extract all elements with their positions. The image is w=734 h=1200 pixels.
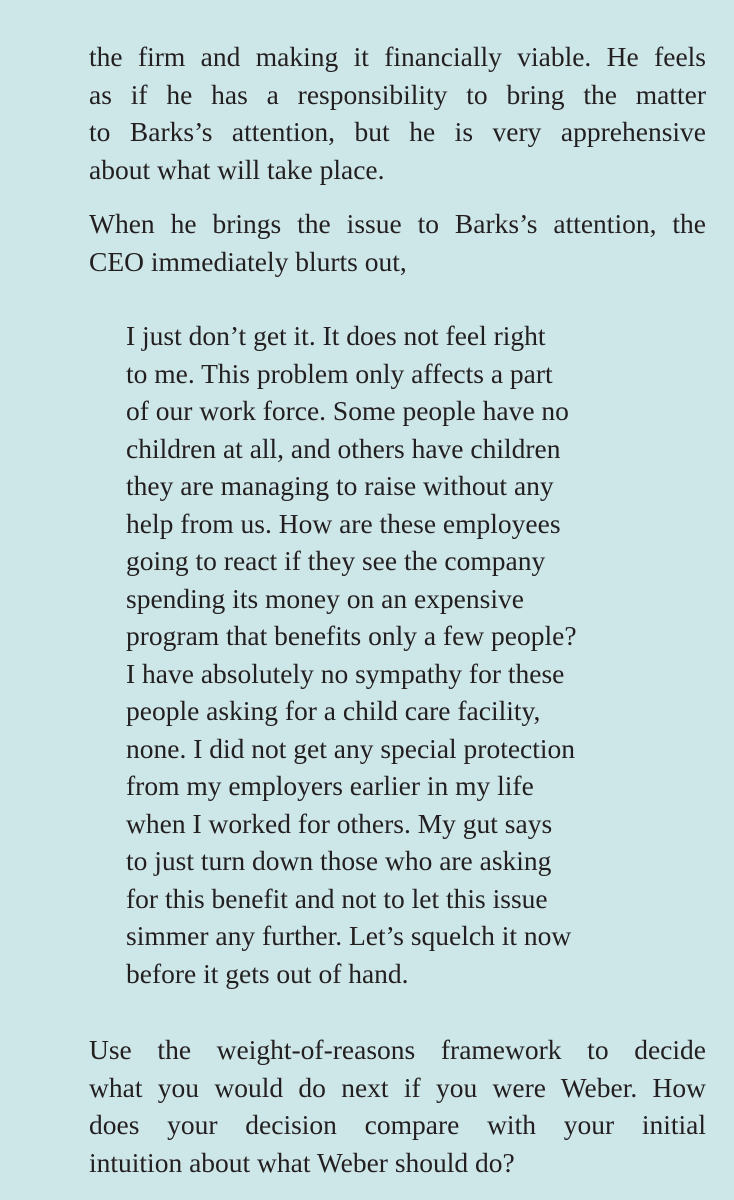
- text-line: Use the weight-of-reasons framework to decide: [89, 1034, 706, 1065]
- quote-line: I have absolutely no sympathy for these: [126, 657, 565, 689]
- paragraph-question: [89, 1031, 706, 1181]
- quote-line: to just turn down those who are asking: [126, 845, 552, 876]
- text-line: When he brings the issue to Barks’s attention, the: [89, 208, 706, 239]
- text-line: does your decision compare with your initial: [89, 1109, 706, 1140]
- quote-line: spending its money on an expensive: [126, 582, 524, 614]
- quote-line: going to react if they see the company: [126, 545, 546, 576]
- text-line: as if he has a responsibility to bring the matter: [89, 78, 706, 110]
- quote-line: when I worked for others. My gut says: [126, 807, 553, 839]
- paragraph-intro: [89, 38, 706, 188]
- text-line: the firm and making it financially viable. He feels: [89, 41, 706, 72]
- quote-line: people asking for a child care facility,: [126, 695, 541, 726]
- quote-line: to me. This problem only affects a part: [126, 357, 553, 389]
- text-line: CEO immediately blurts out,: [89, 245, 407, 277]
- text-line: to Barks’s attention, but he is very apprehensive: [89, 116, 706, 147]
- quote-line: help from us. How are these employees: [126, 507, 561, 539]
- quote-line: from my employers earlier in my life: [126, 770, 534, 801]
- quote-line: before it gets out of hand.: [126, 957, 409, 989]
- text-line: about what will take place.: [89, 153, 385, 185]
- text-line: intuition about what Weber should do?: [89, 1146, 515, 1178]
- text-line: what you would do next if you were Weber. How: [89, 1071, 706, 1103]
- quote-line: simmer any further. Let’s squelch it now: [126, 920, 572, 951]
- block-quote: [126, 317, 666, 992]
- quote-line: none. I did not get any special protection: [126, 732, 576, 764]
- quote-line: they are managing to raise without any: [126, 470, 554, 501]
- quote-line: I just don’t get it. It does not feel right: [126, 320, 546, 351]
- quote-line: children at all, and others have children: [126, 432, 561, 464]
- quote-line: for this benefit and not to let this issue: [126, 882, 548, 914]
- paragraph-ceo-response: [89, 205, 706, 280]
- quote-line: of our work force. Some people have no: [126, 395, 569, 426]
- quote-line: program that benefits only a few people?: [126, 620, 577, 651]
